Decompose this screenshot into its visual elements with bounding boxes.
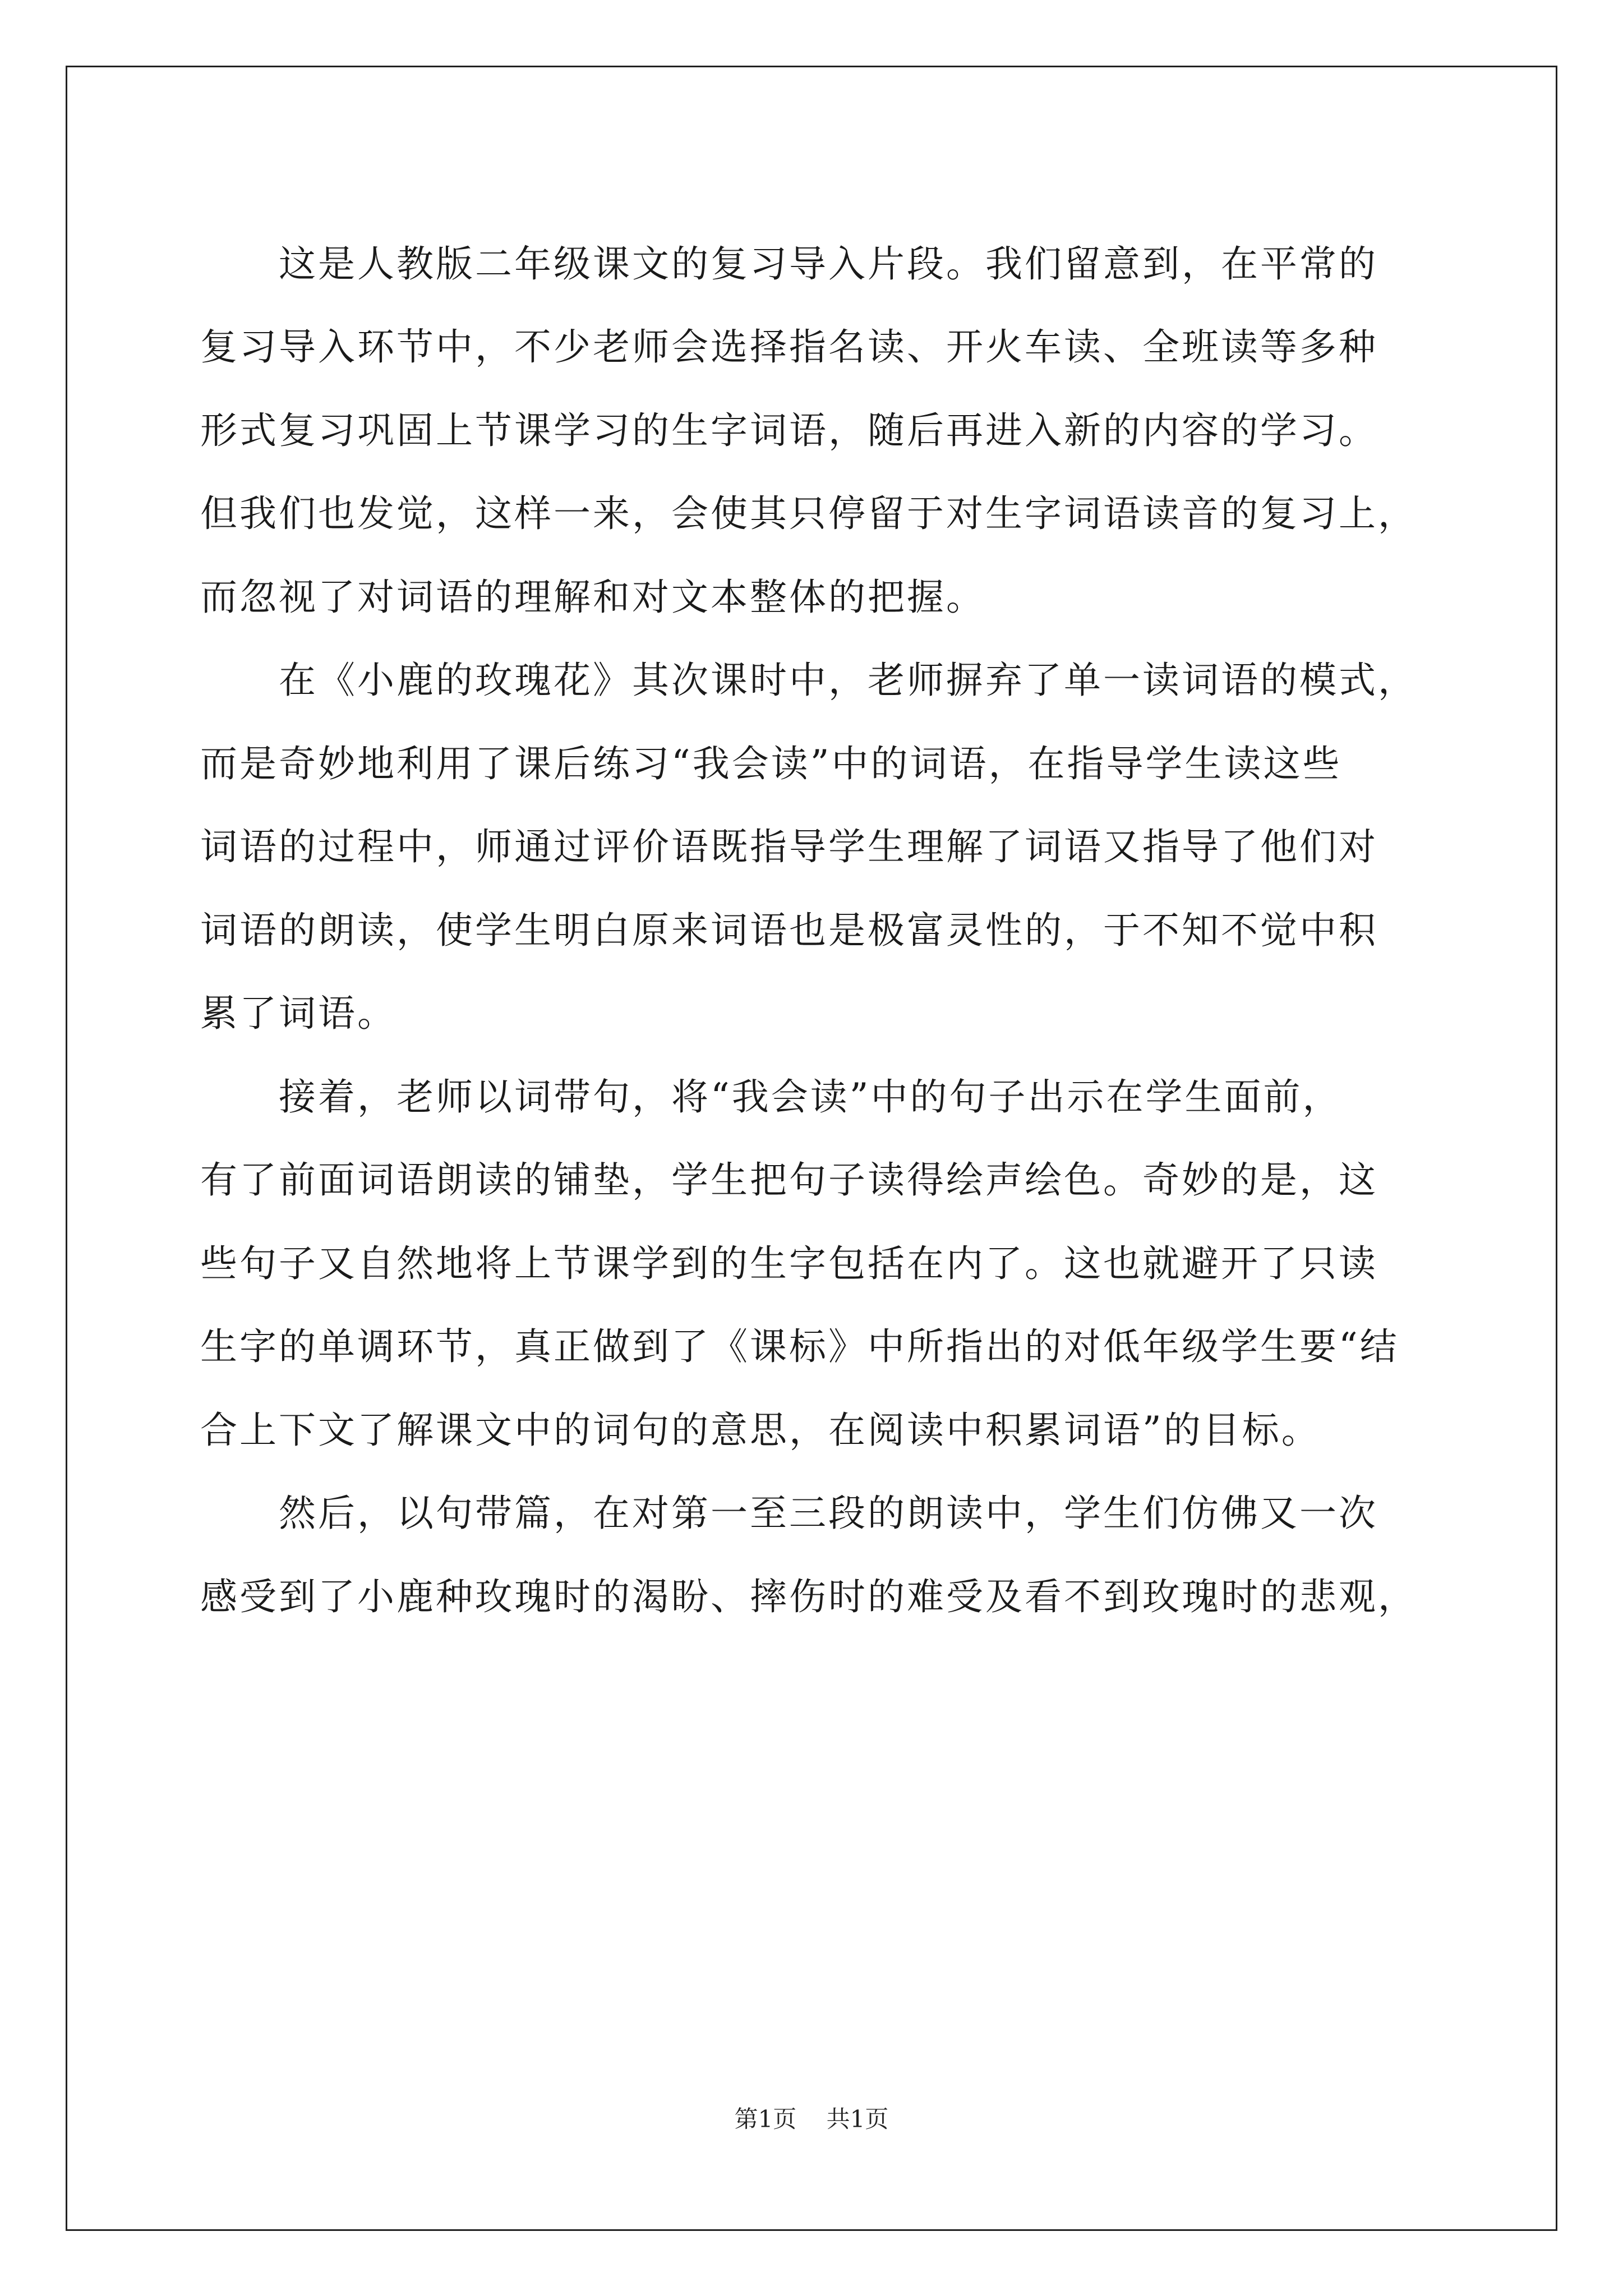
text-line: 有了前面词语朗读的铺垫，学生把句子读得绘声绘色。奇妙的是，这: [200, 1158, 1378, 1202]
text-line: 而忽视了对词语的理解和对文本整体的把握。: [200, 575, 985, 619]
text-line: 合上下文了解课文中的词句的意思，在阅读中积累词语”的目标。: [200, 1408, 1321, 1452]
text-line: 生字的单调环节，真正做到了《课标》中所指出的对低年级学生要“结: [200, 1325, 1399, 1369]
text-line: 形式复习巩固上节课学习的生字词语，随后再进入新的内容的学习。: [200, 408, 1378, 452]
text-line: 累了词语。: [200, 992, 396, 1036]
page-number: 第1页: [734, 2105, 797, 2133]
text-line: 复习导入环节中，不少老师会选择指名读、开火车读、全班读等多种: [200, 325, 1378, 369]
text-line: 些句子又自然地将上节课学到的生字包括在内了。这也就避开了只读: [200, 1241, 1378, 1285]
text-line: 这是人教版二年级课文的复习导入片段。我们留意到，在平常的: [279, 242, 1378, 286]
text-line: 在《小鹿的玫瑰花》其次课时中，老师摒弃了单一读词语的模式，: [279, 659, 1417, 702]
text-line: 然后，以句带篇，在对第一至三段的朗读中，学生们仿佛又一次: [279, 1492, 1378, 1535]
text-line: 但我们也发觉，这样一来，会使其只停留于对生字词语读音的复习上，: [200, 492, 1417, 536]
page-total: 共1页: [826, 2105, 889, 2133]
page-footer: [0, 2101, 1623, 2134]
text-line: 词语的过程中，师通过评价语既指导学生理解了词语又指导了他们对: [200, 825, 1378, 869]
text-line: 词语的朗读，使学生明白原来词语也是极富灵性的，于不知不觉中积: [200, 908, 1378, 952]
text-line: 接着，老师以词带句，将“我会读”中的句子出示在学生面前，: [279, 1075, 1342, 1119]
text-line: 感受到了小鹿种玫瑰时的渴盼、摔伤时的难受及看不到玫瑰时的悲观，: [200, 1575, 1417, 1618]
text-line: 而是奇妙地利用了课后练习“我会读”中的词语，在指导学生读这些: [200, 742, 1342, 785]
document-body: [200, 219, 1445, 1635]
